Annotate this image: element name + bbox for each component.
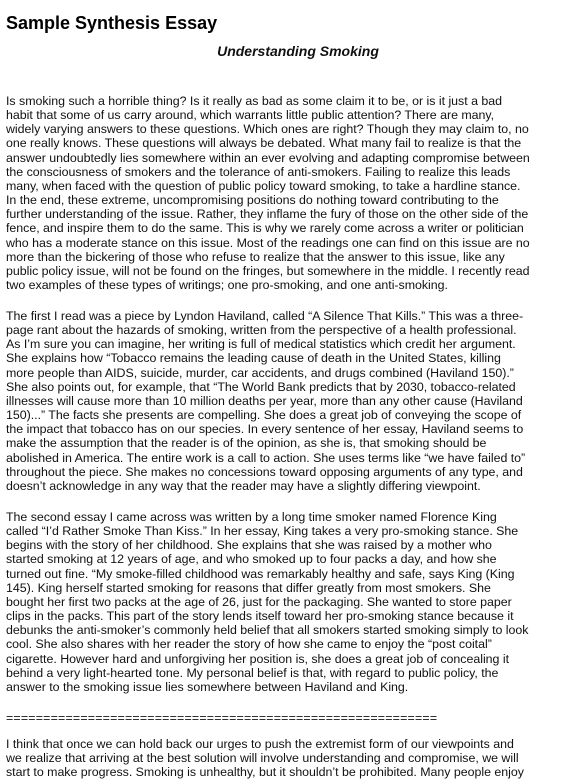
text-line: doesn’t acknowledge in any way that the reader may have a slightly differing viewpoint. [6, 478, 481, 493]
section-divider: ========================================================== [6, 711, 438, 725]
text-line: the consciousness of smokers and the tolerance of anti-smokers. Failing to realize this leads [6, 164, 511, 179]
text-line: two examples of these types of writings; one pro-smoking, and one anti-smoking. [6, 278, 448, 293]
text-line: behind a very light-hearted tone. My personal belief is that, with regard to public policy, the [6, 665, 499, 680]
text-line: The first I read was a piece by Lyndon Haviland, called “A Silence That Kills.” This was a three- [6, 309, 524, 323]
text-line: turned out fine. “My smoke-filled childhood was remarkably healthy and safe, says King (King [6, 566, 515, 581]
text-line: the impact that tobacco has on our species. In every sentence of her essay, Haviland seems to [6, 422, 524, 437]
paragraph-haviland [6, 309, 566, 493]
text-line: called “I’d Rather Smoke Than Kiss.” In her essay, King takes a very pro-smoking stance. She [6, 524, 519, 539]
text-line: start to make progress. Smoking is unhealthy, but it shouldn’t be prohibited. Many people enjoy [6, 765, 524, 780]
text-line: further understanding of the issue. Rather, they inflame the fury of those on the other side of the [6, 207, 529, 222]
text-line: page rant about the hazards of smoking, written from the perspective of a health professional. [6, 323, 517, 338]
text-line: cigarette. However hard and unforgiving her position is, she does a great job of concealing it [6, 651, 509, 666]
text-line: bought her first two packs at the age of 26, just for the packaging. She wanted to store paper [6, 594, 512, 609]
paragraph-conclusion [6, 737, 566, 779]
text-line: I think that once we can hold back our urges to push the extremist form of our viewpoints and [6, 737, 514, 751]
text-line: we realize that arriving at the best solution will involve understanding and compromise, we will [6, 751, 519, 766]
text-line: habit that some of us carry around, which warrants little public attention? There are many, [6, 108, 495, 123]
text-line: She explains how “Tobacco remains the leading cause of death in the United States, killing [6, 351, 501, 366]
text-line: fence, and inspire them to do the same. This is why we rarely come across a writer or politician [6, 221, 524, 236]
paragraph-king [6, 510, 566, 694]
text-line: clips in the packs. This part of the story lends itself toward her pro-smoking stance because it [6, 609, 514, 624]
text-line: more than the bickering of those who refuse to realize that the answer to this issue, like any [6, 249, 505, 264]
text-line: The second essay I came across was written by a long time smoker named Florence King [6, 510, 497, 524]
text-line: one really knows. These questions will always be debated. What many fail to realize is that the [6, 136, 522, 151]
text-line: more people than AIDS, suicide, murder, car accidents, and drugs combined (Haviland 150).” [6, 365, 514, 380]
text-line: abolished in America. The entire work is a call to action. She uses terms like “we have failed to” [6, 450, 526, 465]
text-line: public policy issue, will not be found on the fringes, but somewhere in the middle. I recently read [6, 263, 530, 278]
text-line: begins with the story of her childhood. She explains that she was raised by a mother who [6, 538, 492, 553]
text-line: throughout the piece. She makes no concessions toward opposing arguments of any type, and [6, 464, 523, 479]
text-line: As I’m sure you can imagine, her writing is full of medical statistics which credit her argument. [6, 337, 516, 352]
text-line: started smoking at 12 years of age, and who smoked up to four packs a day, and how she [6, 552, 497, 567]
text-line: illnesses will cause more than 10 million deaths per year, more than any other cause (Haviland [6, 393, 523, 408]
text-line: answer undoubtedly lies somewhere within an ever evolving and adapting compromise between [6, 150, 530, 165]
text-line: many, when faced with the question of public policy toward smoking, to take a hardline stance. [6, 178, 521, 193]
text-line: 145). King herself started smoking for reasons that differ greatly from most smokers. She [6, 580, 491, 595]
text-line: In the end, these extreme, uncompromising positions do nothing toward contributing to the [6, 193, 499, 208]
paragraph-intro [6, 94, 566, 292]
text-line: Is smoking such a horrible thing? Is it really as bad as some claim it to be, or is it just a bad [6, 94, 502, 108]
text-line: make the assumption that the reader is of the opinion, as she is, that smoking should be [6, 436, 487, 451]
text-line: 150)...” The facts she presents are compelling. She does a great job of conveying the scope of [6, 408, 522, 423]
text-line: who has a moderate stance on this issue. Most of the readings one can find on this issue are no [6, 235, 530, 250]
text-line: answer to the smoking issue lies somewhere between Haviland and King. [6, 679, 409, 694]
text-line: debunks the anti-smoker’s commonly held belief that all smokers started smoking simply to look [6, 623, 529, 638]
text-line: widely varying answers to these questions. Which ones are right? Though they may claim to, no [6, 122, 529, 137]
document-subtitle: Understanding Smoking [217, 43, 379, 59]
text-line: She also points out, for example, that “The World Bank predicts that by 2030, tobacco-related [6, 379, 516, 394]
document-title: Sample Synthesis Essay [6, 13, 218, 33]
text-line: cool. She also shares with her reader the story of how she came to enjoy the “post coital” [6, 637, 492, 652]
